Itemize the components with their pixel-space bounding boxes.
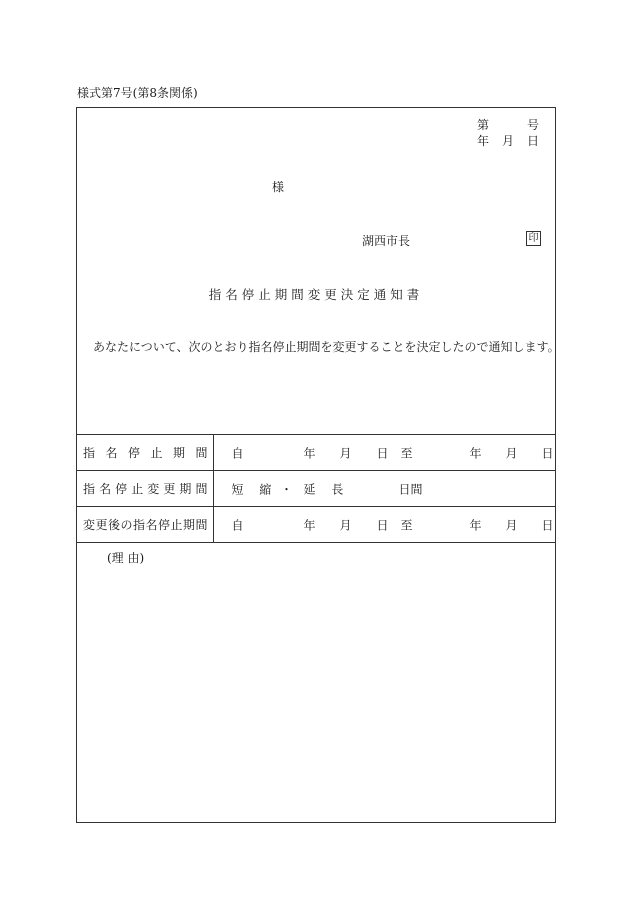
issue-date (477, 132, 539, 149)
period-cell (213, 507, 555, 543)
change-period-cell (213, 471, 555, 507)
period-cell (213, 435, 555, 471)
month-label: 月 (339, 446, 352, 460)
addressee: 様 (272, 180, 285, 194)
details-table (77, 434, 555, 543)
year-label: 年 (469, 446, 482, 460)
body-text: あなたについて、次のとおり指名停止期間を変更することを決定したので通知します。 (93, 340, 560, 354)
day-label: 日 (376, 518, 389, 532)
issuer: 湖西市長 (362, 234, 411, 248)
month-label: 月 (339, 518, 352, 532)
notice-form (76, 107, 560, 823)
table-row (77, 435, 555, 471)
separator-dot: ・ (280, 482, 293, 496)
year-label: 年 (303, 518, 316, 532)
issue-date-year: 年 (477, 134, 490, 148)
table-row (77, 507, 555, 543)
row-label: 指名停止変更期間 (77, 471, 213, 507)
issue-date-month: 月 (501, 134, 514, 148)
form-number: 様式第7号(第8条関係) (77, 86, 198, 100)
day-label: 日 (541, 446, 554, 460)
from-label: 自 (231, 446, 244, 460)
reason-label: (理 由) (107, 551, 145, 565)
days-label: 日間 (398, 482, 423, 496)
row-label: 変更後の指名停止期間 (77, 507, 213, 543)
document-number (477, 116, 539, 133)
row-label: 指名停止期間 (77, 435, 213, 471)
extension-option: 延 長 (303, 482, 350, 496)
to-label: 至 (400, 446, 413, 460)
issue-date-day: 日 (526, 134, 539, 148)
month-label: 月 (505, 518, 518, 532)
document-number-go: 号 (526, 118, 539, 132)
table-row (77, 471, 555, 507)
to-label: 至 (400, 518, 413, 532)
document-number-dai: 第 (477, 118, 490, 132)
day-label: 日 (541, 518, 554, 532)
document-title: 指名停止期間変更決定通知書 (208, 287, 424, 302)
day-label: 日 (376, 446, 389, 460)
seal-mark: 印 (526, 231, 541, 246)
shortening-option: 短 縮 (231, 482, 278, 496)
year-label: 年 (469, 518, 482, 532)
month-label: 月 (505, 446, 518, 460)
from-label: 自 (231, 518, 244, 532)
year-label: 年 (303, 446, 316, 460)
